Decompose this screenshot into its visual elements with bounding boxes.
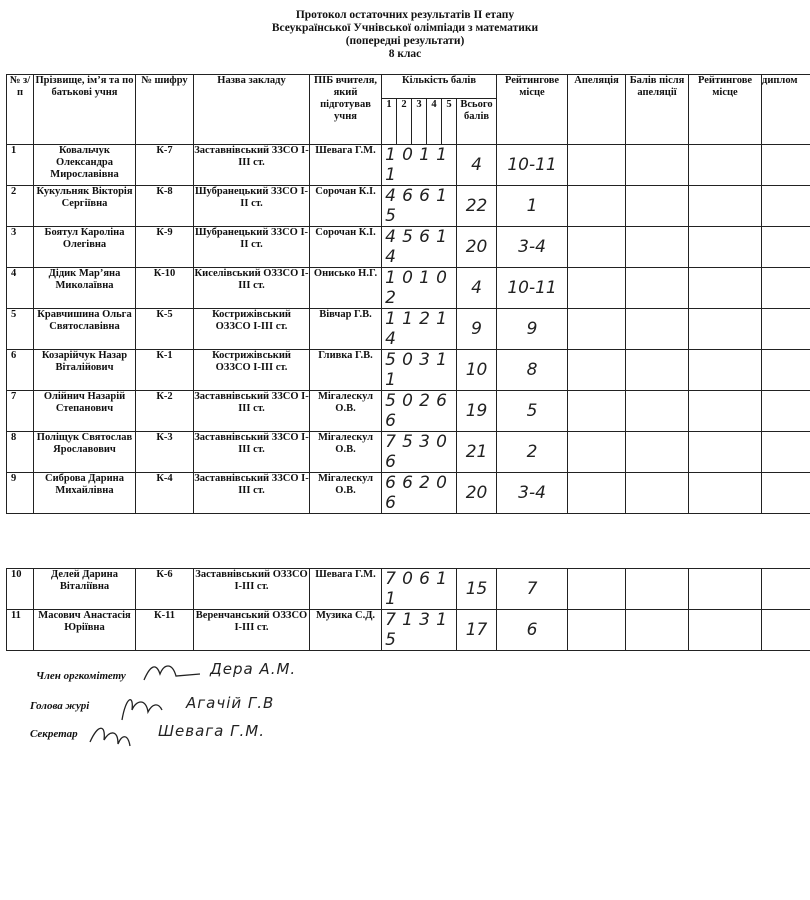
- teacher-name: Вівчар Г.В.: [310, 309, 382, 350]
- school-name: Заставнівський ЗЗСО І-ІІІ ст.: [194, 432, 310, 473]
- rank-place: 9: [497, 309, 568, 350]
- appeal-cell: [568, 473, 626, 514]
- header-problem: 2: [397, 99, 412, 145]
- problem-scores: [382, 350, 457, 391]
- problem-score: 1: [402, 610, 413, 630]
- school-name: Шубранецький ЗЗСО І-ІІ ст.: [194, 186, 310, 227]
- rank2-cell: [689, 268, 762, 309]
- problem-score: 6: [385, 452, 396, 472]
- row-number: 1: [7, 145, 34, 186]
- problem-score: 1: [385, 145, 396, 165]
- appeal-cell: [568, 309, 626, 350]
- total-score: 9: [457, 309, 497, 350]
- signature-name: Агачій Г.В: [186, 694, 275, 712]
- school-name: Заставнівський ЗЗСО І-ІІІ ст.: [194, 473, 310, 514]
- appeal-cell: [568, 569, 626, 610]
- teacher-name: Онисько Н.Г.: [310, 268, 382, 309]
- problem-score: 5: [385, 350, 396, 370]
- after-appeal-cell: [626, 432, 689, 473]
- teacher-name: Гливка Г.В.: [310, 350, 382, 391]
- total-score: 19: [457, 391, 497, 432]
- table-row: [7, 145, 810, 186]
- problem-scores: [382, 145, 457, 186]
- problem-score: 4: [385, 186, 396, 206]
- student-name: Поліщук Святослав Ярославович: [34, 432, 136, 473]
- teacher-name: Сорочан К.І.: [310, 186, 382, 227]
- after-appeal-cell: [626, 268, 689, 309]
- problem-scores: [382, 391, 457, 432]
- rank-place: 5: [497, 391, 568, 432]
- diploma-cell: [762, 268, 810, 309]
- problem-scores: [382, 268, 457, 309]
- header-after-appeal: Балів після апеляції: [626, 75, 689, 145]
- appeal-cell: [568, 227, 626, 268]
- table-row: [7, 268, 810, 309]
- table-row: [7, 432, 810, 473]
- problem-score: 1: [419, 145, 430, 165]
- results-table-continued: [6, 568, 810, 651]
- diploma-cell: [762, 391, 810, 432]
- problem-score: 0: [436, 432, 447, 452]
- cipher-code: К-6: [136, 569, 194, 610]
- appeal-cell: [568, 186, 626, 227]
- appeal-cell: [568, 145, 626, 186]
- results-table: [6, 74, 810, 514]
- problem-score: 5: [385, 391, 396, 411]
- row-number: 7: [7, 391, 34, 432]
- teacher-name: Музика С.Д.: [310, 610, 382, 651]
- school-name: Кострижівський ОЗЗСО І-ІІІ ст.: [194, 350, 310, 391]
- row-number: 6: [7, 350, 34, 391]
- problem-score: 6: [402, 473, 413, 493]
- rank-place: 3-4: [497, 227, 568, 268]
- title-line: (попередні результати): [345, 35, 465, 47]
- signature-name: Шевага Г.М.: [158, 722, 265, 740]
- total-score: 20: [457, 473, 497, 514]
- school-name: Заставнівський ЗЗСО І-ІІІ ст.: [194, 391, 310, 432]
- diploma-cell: [762, 432, 810, 473]
- cipher-code: К-5: [136, 309, 194, 350]
- problem-score: 1: [385, 165, 396, 185]
- student-name: Олійнич Назарій Степанович: [34, 391, 136, 432]
- row-number: 3: [7, 227, 34, 268]
- total-score: 20: [457, 227, 497, 268]
- total-score: 4: [457, 268, 497, 309]
- problem-score: 6: [419, 227, 430, 247]
- table-row: [7, 610, 810, 651]
- problem-score: 3: [419, 432, 430, 452]
- problem-score: 1: [385, 268, 396, 288]
- diploma-cell: [762, 350, 810, 391]
- cipher-code: К-8: [136, 186, 194, 227]
- rank2-cell: [689, 610, 762, 651]
- problem-score: 1: [402, 309, 413, 329]
- problem-score: 6: [402, 186, 413, 206]
- school-name: Шубранецький ЗЗСО І-ІІ ст.: [194, 227, 310, 268]
- problem-score: 5: [385, 630, 396, 650]
- table-row: [7, 391, 810, 432]
- student-name: Масович Анастасія Юріївна: [34, 610, 136, 651]
- problem-score: 1: [436, 145, 447, 165]
- problem-score: 2: [419, 391, 430, 411]
- row-number: 5: [7, 309, 34, 350]
- problem-score: 4: [385, 227, 396, 247]
- appeal-cell: [568, 350, 626, 391]
- total-score: 15: [457, 569, 497, 610]
- rank-place: 8: [497, 350, 568, 391]
- after-appeal-cell: [626, 145, 689, 186]
- student-name: Кукульняк Вікторія Сергіївна: [34, 186, 136, 227]
- rank2-cell: [689, 391, 762, 432]
- cipher-code: К-2: [136, 391, 194, 432]
- rank-place: 7: [497, 569, 568, 610]
- student-name: Ковальчук Олександра Мирославівна: [34, 145, 136, 186]
- cipher-code: К-1: [136, 350, 194, 391]
- after-appeal-cell: [626, 309, 689, 350]
- total-score: 22: [457, 186, 497, 227]
- school-name: Киселівський ОЗЗСО І-ІІІ ст.: [194, 268, 310, 309]
- header-total: Всього балів: [457, 99, 497, 145]
- after-appeal-cell: [626, 227, 689, 268]
- problem-score: 1: [385, 309, 396, 329]
- header-diploma: диплом: [762, 75, 810, 145]
- problem-score: 1: [436, 309, 447, 329]
- row-number: 4: [7, 268, 34, 309]
- school-name: Заставнівський ОЗЗСО І-ІІІ ст.: [194, 569, 310, 610]
- title-line: Всеукраїнської Учнівської олімпіади з математики: [271, 22, 539, 34]
- title-line: Протокол остаточних результатів ІІ етапу: [295, 9, 515, 21]
- student-name: Сиброва Дарина Михайлівна: [34, 473, 136, 514]
- cipher-code: К-10: [136, 268, 194, 309]
- problem-score: 0: [436, 268, 447, 288]
- header-code: № шифру: [136, 75, 194, 145]
- teacher-name: Сорочан К.І.: [310, 227, 382, 268]
- header-problem: 3: [412, 99, 427, 145]
- student-name: Делей Дарина Віталіївна: [34, 569, 136, 610]
- teacher-name: Шевага Г.М.: [310, 145, 382, 186]
- header-school: Назва закладу: [194, 75, 310, 145]
- problem-score: 7: [385, 569, 396, 589]
- after-appeal-cell: [626, 569, 689, 610]
- total-score: 10: [457, 350, 497, 391]
- diploma-cell: [762, 569, 810, 610]
- student-name: Боятул Кароліна Олегівна: [34, 227, 136, 268]
- header-teacher: ПІБ вчителя, який підготував учня: [310, 75, 382, 145]
- header-rank: Рейтингове місце: [497, 75, 568, 145]
- problem-scores: [382, 473, 457, 514]
- rank-place: 3-4: [497, 473, 568, 514]
- rank2-cell: [689, 309, 762, 350]
- after-appeal-cell: [626, 350, 689, 391]
- header-problem: 5: [442, 99, 457, 145]
- teacher-name: Мігалескул О.В.: [310, 391, 382, 432]
- rank2-cell: [689, 473, 762, 514]
- table-row: [7, 473, 810, 514]
- problem-score: 6: [385, 493, 396, 513]
- appeal-cell: [568, 268, 626, 309]
- signature-role: Секретар: [30, 728, 78, 740]
- problem-score: 4: [385, 247, 396, 267]
- problem-score: 7: [385, 610, 396, 630]
- problem-score: 1: [385, 370, 396, 390]
- rank-place: 1: [497, 186, 568, 227]
- problem-scores: [382, 432, 457, 473]
- student-name: Кравчишина Ольга Святославівна: [34, 309, 136, 350]
- diploma-cell: [762, 227, 810, 268]
- header-rank2: Рейтингове місце: [689, 75, 762, 145]
- signature-role: Член оргкомітету: [36, 670, 126, 682]
- rank2-cell: [689, 432, 762, 473]
- signature-scribble: [142, 656, 202, 684]
- diploma-cell: [762, 309, 810, 350]
- problem-score: 2: [385, 288, 396, 308]
- diploma-cell: [762, 145, 810, 186]
- signature-name: Дера А.М.: [210, 660, 297, 678]
- table-row: [7, 227, 810, 268]
- teacher-name: Мігалескул О.В.: [310, 432, 382, 473]
- problem-score: 0: [402, 350, 413, 370]
- problem-score: 0: [402, 145, 413, 165]
- problem-score: 0: [402, 391, 413, 411]
- student-name: Козарійчук Назар Віталійович: [34, 350, 136, 391]
- problem-scores: [382, 186, 457, 227]
- appeal-cell: [568, 610, 626, 651]
- table-row: [7, 350, 810, 391]
- school-name: Веренчанський ОЗЗСО І-ІІІ ст.: [194, 610, 310, 651]
- header-problem: 1: [382, 99, 397, 145]
- problem-score: 3: [419, 610, 430, 630]
- problem-score: 1: [436, 610, 447, 630]
- signature-scribble: [118, 690, 164, 724]
- problem-score: 1: [419, 268, 430, 288]
- problem-score: 6: [385, 473, 396, 493]
- signature-role: Голова журі: [30, 700, 90, 712]
- problem-score: 6: [436, 391, 447, 411]
- cipher-code: К-11: [136, 610, 194, 651]
- appeal-cell: [568, 391, 626, 432]
- problem-score: 2: [419, 473, 430, 493]
- problem-score: 4: [385, 329, 396, 349]
- problem-scores: [382, 569, 457, 610]
- rank2-cell: [689, 186, 762, 227]
- row-number: 2: [7, 186, 34, 227]
- problem-score: 1: [436, 569, 447, 589]
- after-appeal-cell: [626, 610, 689, 651]
- rank-place: 10-11: [497, 145, 568, 186]
- after-appeal-cell: [626, 473, 689, 514]
- title-line: 8 клас: [388, 48, 422, 60]
- diploma-cell: [762, 610, 810, 651]
- problem-score: 6: [419, 569, 430, 589]
- school-name: Кострижівський ОЗЗСО І-ІІІ ст.: [194, 309, 310, 350]
- table-row: [7, 186, 810, 227]
- total-score: 17: [457, 610, 497, 651]
- after-appeal-cell: [626, 186, 689, 227]
- problem-score: 1: [385, 589, 396, 609]
- teacher-name: Шевага Г.М.: [310, 569, 382, 610]
- total-score: 21: [457, 432, 497, 473]
- cipher-code: К-4: [136, 473, 194, 514]
- row-number: 11: [7, 610, 34, 651]
- problem-scores: [382, 227, 457, 268]
- problem-scores: [382, 309, 457, 350]
- problem-score: 0: [436, 473, 447, 493]
- student-name: Дідик Мар’яна Миколаївна: [34, 268, 136, 309]
- problem-score: 5: [402, 432, 413, 452]
- problem-score: 6: [419, 186, 430, 206]
- teacher-name: Мігалескул О.В.: [310, 473, 382, 514]
- diploma-cell: [762, 473, 810, 514]
- school-name: Заставнівський ЗЗСО І-ІІІ ст.: [194, 145, 310, 186]
- appeal-cell: [568, 432, 626, 473]
- rank-place: 10-11: [497, 268, 568, 309]
- rank2-cell: [689, 350, 762, 391]
- signature-scribble: [88, 720, 132, 750]
- header-name: Прізвище, ім’я та по батькові учня: [34, 75, 136, 145]
- row-number: 9: [7, 473, 34, 514]
- header-problem: 4: [427, 99, 442, 145]
- rank2-cell: [689, 569, 762, 610]
- rank2-cell: [689, 145, 762, 186]
- row-number: 8: [7, 432, 34, 473]
- problem-score: 1: [436, 186, 447, 206]
- header-scores: Кількість балів: [382, 75, 497, 99]
- header-num: № з/п: [7, 75, 34, 145]
- header-appeal: Апеляція: [568, 75, 626, 145]
- problem-score: 6: [385, 411, 396, 431]
- problem-score: 3: [419, 350, 430, 370]
- table-row: [7, 569, 810, 610]
- rank2-cell: [689, 227, 762, 268]
- total-score: 4: [457, 145, 497, 186]
- problem-score: 5: [385, 206, 396, 226]
- problem-score: 5: [402, 227, 413, 247]
- problem-score: 0: [402, 268, 413, 288]
- problem-score: 1: [436, 227, 447, 247]
- table-row: [7, 309, 810, 350]
- rank-place: 6: [497, 610, 568, 651]
- after-appeal-cell: [626, 391, 689, 432]
- problem-score: 2: [419, 309, 430, 329]
- diploma-cell: [762, 186, 810, 227]
- problem-score: 1: [436, 350, 447, 370]
- problem-score: 7: [385, 432, 396, 452]
- row-number: 10: [7, 569, 34, 610]
- document-title: [0, 9, 810, 61]
- cipher-code: К-7: [136, 145, 194, 186]
- cipher-code: К-3: [136, 432, 194, 473]
- cipher-code: К-9: [136, 227, 194, 268]
- rank-place: 2: [497, 432, 568, 473]
- problem-scores: [382, 610, 457, 651]
- problem-score: 0: [402, 569, 413, 589]
